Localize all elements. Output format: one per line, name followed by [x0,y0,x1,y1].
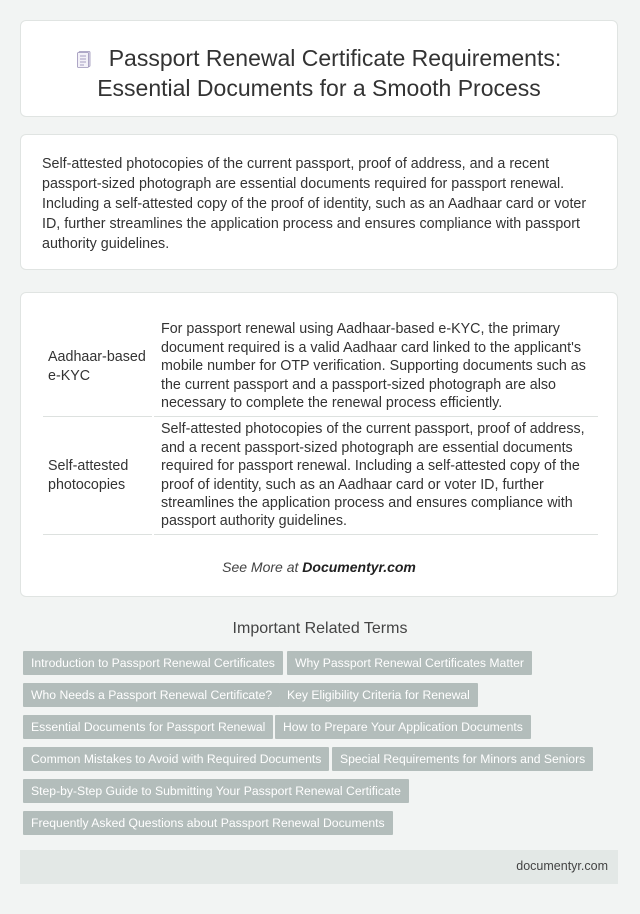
footer [20,850,618,884]
title-line-2: Essential Documents for a Smooth Process [97,75,541,101]
document-icon [77,45,91,62]
documents-table [43,319,598,535]
title-line-1: Passport Renewal Certificate Requirements: [108,45,562,71]
table-term: Aadhaar-based e-KYC [43,319,152,417]
related-terms-heading: Important Related Terms [232,620,408,637]
related-tag[interactable]: Key Eligibility Criteria for Renewal [279,683,478,707]
related-tag[interactable]: Why Passport Renewal Certificates Matter [287,651,532,675]
see-more-link[interactable]: Documentyr.com [302,559,416,575]
related-tag[interactable]: Step-by-Step Guide to Submitting Your Passport Renewal Certificate [23,779,409,803]
see-more-prefix: See More at [222,559,303,575]
see-more-line [21,559,617,575]
related-tag[interactable]: Special Requirements for Minors and Seniors [332,747,593,771]
table-description: For passport renewal using Aadhaar-based e-KYC, the primary document required is a valid Aadhaar card linked to the applicant's mobile number for OTP verification. Supporting documents such as the current passport and a passport-sized photograph are also necessary to complete the renewal process efficiently. [154,319,598,417]
table-row [43,319,598,417]
table-description: Self-attested photocopies of the current passport, proof of address, and a recent passport-sized photograph are essential documents required for passport renewal. Including a self-attested copy of the proof of identity, such as an Aadhaar card or voter ID, further streamlines the application process and ensures compliance with passport authority guidelines. [154,417,598,535]
title-card [20,20,618,117]
related-tag[interactable]: Who Needs a Passport Renewal Certificate? [23,683,280,707]
footer-site[interactable]: documentyr.com [516,859,608,873]
related-tag[interactable]: Essential Documents for Passport Renewal [23,715,273,739]
intro-card [20,134,618,270]
related-tag[interactable]: Introduction to Passport Renewal Certificates [23,651,283,675]
table-row [43,417,598,535]
related-tag[interactable]: Frequently Asked Questions about Passport Renewal Documents [23,811,393,835]
related-tag[interactable]: Common Mistakes to Avoid with Required Documents [23,747,329,771]
related-tag[interactable]: How to Prepare Your Application Documents [275,715,531,739]
documents-table-card [20,292,618,597]
intro-text: Self-attested photocopies of the current passport, proof of address, and a recent passport-sized photograph are essential documents required for passport renewal. Including a self-attested copy of the proof of identity, such as an Aadhaar card or voter ID, further streamlines the application process and ensures compliance with passport authority guidelines. [42,156,587,252]
table-term: Self-attested photocopies [43,417,152,535]
page-title [21,43,617,103]
